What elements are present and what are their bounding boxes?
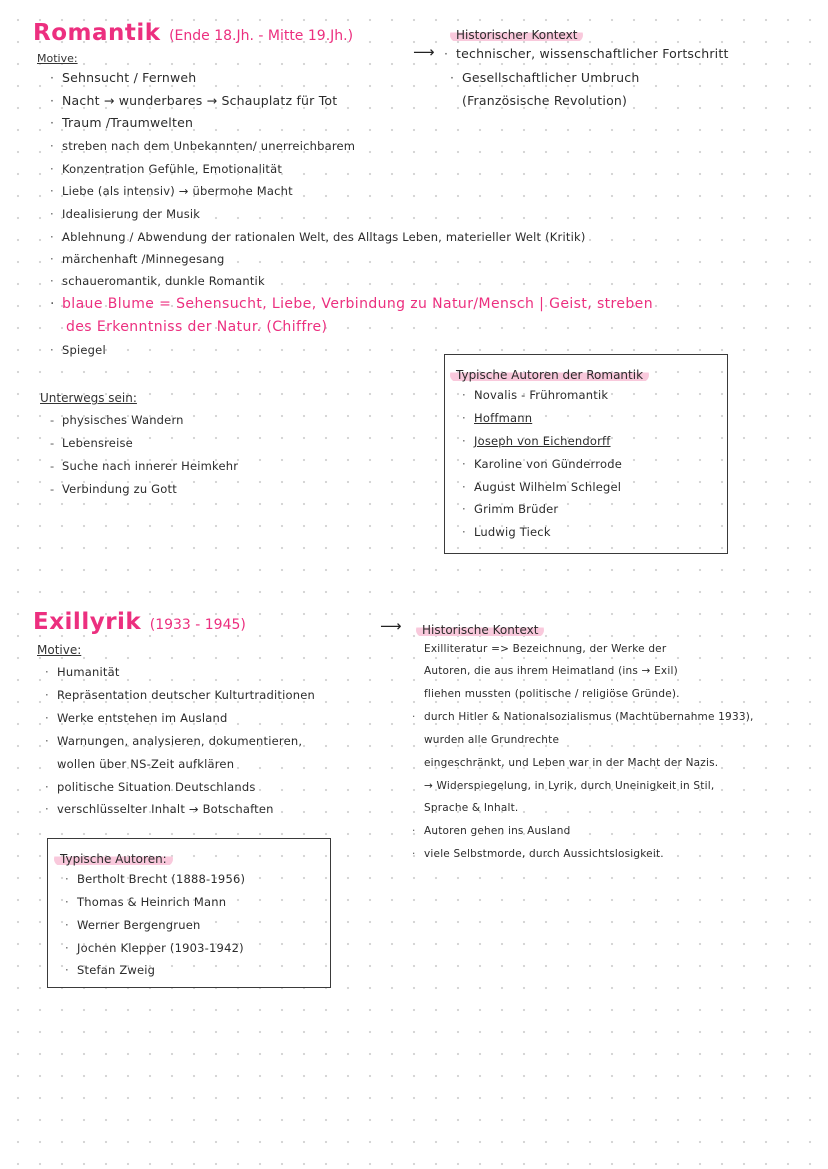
list-item-spiegel: · Spiegel (50, 343, 106, 357)
list-item: · August Wilhelm Schlegel (462, 480, 622, 494)
list-item: · Werke entstehen im Ausland (45, 711, 228, 725)
list-item: - Lebensreise (50, 436, 133, 450)
blaue-blume-line-2: des Erkenntniss der Natur. (Chiffre) (66, 319, 328, 335)
list-item: · märchenhaft /Minnegesang (50, 252, 225, 266)
list-item: · streben nach dem Unbekannten/ unerreichbarem (50, 139, 356, 153)
romantik-motive-label: Motive: (37, 52, 78, 65)
list-item: · Traum /Traumwelten (50, 115, 194, 130)
exillyrik-period: (1933 - 1945) (149, 617, 246, 633)
list-item: · Hoffmann (462, 411, 533, 425)
list-item: · Karoline von Günderrode (462, 457, 622, 471)
list-item: → Widerspiegelung, in Lyrik, durch Uneinigkeit in Stil, (424, 780, 715, 792)
list-item: · Liebe (als intensiv) → übermohe Macht (50, 184, 293, 198)
list-item: wollen über NS-Zeit aufklären (57, 757, 235, 771)
list-item: - Verbindung zu Gott (50, 482, 177, 496)
list-item: · Jochen Klepper (1903-1942) (65, 941, 244, 955)
list-item: · Konzentration Gefühle, Emotionalität (50, 162, 283, 176)
exillyrik-title: Exillyrik (33, 609, 142, 635)
list-item: · Thomas & Heinrich Mann (65, 895, 227, 909)
list-item: Sprache & Inhalt. (424, 802, 519, 814)
romantik-period: (Ende 18.Jh. - Mitte 19.Jh.) (169, 28, 354, 44)
list-item: · viele Selbstmorde, durch Aussichtslosigkeit. (412, 848, 664, 860)
list-item: - Suche nach innerer Heimkehr (50, 459, 239, 473)
list-item: · schaueromantik, dunkle Romantik (50, 274, 265, 288)
romantik-kontext-label: Historischer Kontext (450, 24, 583, 43)
list-item: · Autoren gehen ins Ausland (412, 825, 571, 837)
exillyrik-title-row (33, 609, 246, 635)
list-item: eingeschränkt, und Leben war in der Macht der Nazis. (424, 757, 719, 769)
list-item: · Stefan Zweig (65, 963, 156, 977)
blaue-blume-line-1: · blaue Blume = Sehensucht, Liebe, Verbindung zu Natur/Mensch | Geist, streben (50, 296, 653, 312)
list-item: fliehen mussten (politische / religiöse Gründe). (424, 688, 680, 700)
list-item: · Nacht → wunderbares → Schauplatz für Tot (50, 93, 338, 108)
list-item: · Ablehnung / Abwendung der rationalen Welt, des Alltags Leben, materieller Welt (Kritik) (50, 230, 586, 244)
list-item: · verschlüsselter Inhalt → Botschaften (45, 802, 274, 816)
unterwegs-label: Unterwegs sein: (40, 391, 137, 405)
exillyrik-kontext-label: Historische Kontext (416, 619, 544, 638)
list-item: · durch Hitler & Nationalsozialismus (Machtübernahme 1933), (412, 711, 754, 723)
list-item: · technischer, wissenschaftlicher Fortschritt (444, 46, 729, 61)
list-item: · Ludwig Tieck (462, 525, 551, 539)
list-item: Autoren, die aus ihrem Heimatland (ins → Exil) (424, 665, 678, 677)
list-item: - physisches Wandern (50, 413, 184, 427)
list-item: · Gesellschaftlicher Umbruch (450, 70, 640, 85)
romantik-autoren-label: Typische Autoren der Romantik (450, 364, 649, 383)
list-item: (Französische Revolution) (462, 93, 628, 108)
list-item: · politische Situation Deutschlands (45, 780, 256, 794)
list-item: · Sehnsucht / Fernweh (50, 70, 197, 85)
list-item: · Werner Bergengruen (65, 918, 201, 932)
romantik-title: Romantik (33, 20, 161, 46)
list-item: · Repräsentation deutscher Kulturtraditionen (45, 688, 316, 702)
romantik-title-row (33, 20, 353, 46)
romantik-autoren-box (444, 354, 728, 554)
list-item: · Idealisierung der Musik (50, 207, 201, 221)
list-item: · Bertholt Brecht (1888-1956) (65, 872, 246, 886)
arrow-right-icon: ⟶ (380, 617, 402, 635)
exillyrik-autoren-label: Typische Autoren: (54, 848, 173, 867)
list-item: · Joseph von Eichendorff (462, 434, 611, 448)
list-item: · Warnungen, analysieren, dokumentieren, (45, 734, 303, 748)
arrow-right-icon: ⟶ (413, 43, 435, 61)
list-item: Exilliteratur => Bezeichnung, der Werke der (424, 643, 667, 655)
list-item: · Humanität (45, 665, 120, 679)
exillyrik-motive-label: Motive: (37, 643, 82, 657)
list-item: · Grimm Brüder (462, 502, 559, 516)
list-item: · Novalis - Frühromantik (462, 388, 609, 402)
list-item: wurden alle Grundrechte (424, 734, 560, 746)
